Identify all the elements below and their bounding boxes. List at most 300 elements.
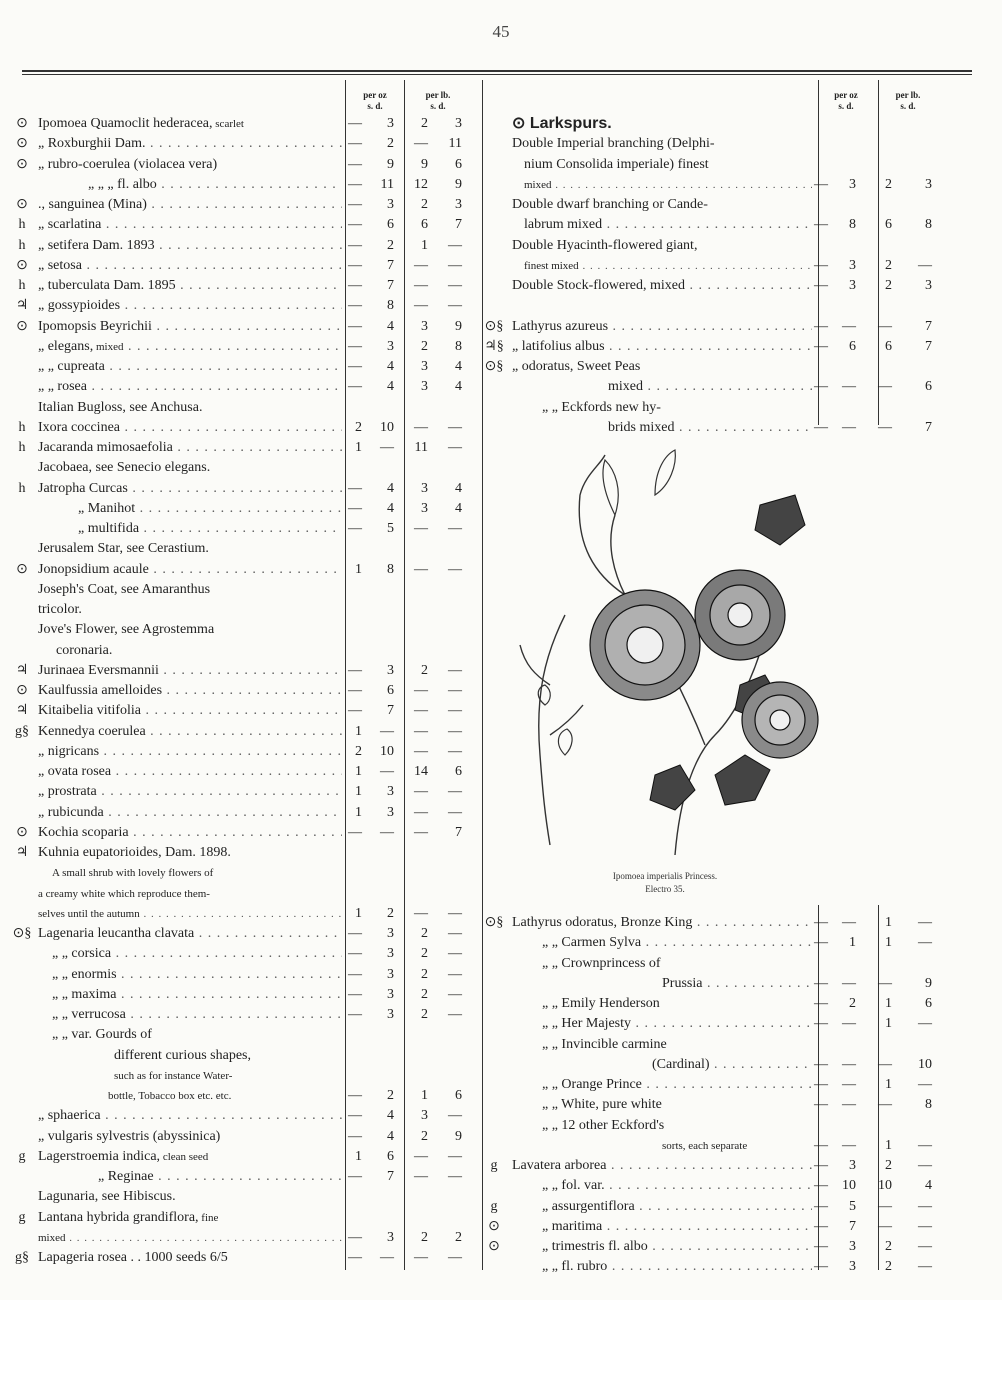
price-row [482,913,982,933]
price-lb-d: — [448,440,462,455]
price-oz-s: — [348,1108,362,1124]
entry-name [38,134,342,154]
price-row [482,1116,982,1136]
price-lb-s: 2 [885,176,892,192]
price-lb-d: — [448,1169,462,1184]
price-oz-d: 6 [387,1148,394,1164]
entry-name [542,1014,812,1034]
price-row [482,974,982,994]
price-row [10,1086,480,1106]
price-oz-d: 2 [387,237,394,253]
price-lb-d: 4 [455,359,462,374]
price-oz-s: — [348,1229,362,1245]
symbol: ⊙ [488,1218,500,1234]
price-oz-d: 6 [387,683,394,698]
price-lb-d: 8 [925,217,932,233]
price-oz-s: — [814,935,828,951]
price-lb-d: — [448,561,462,577]
price-lb-s: 2 [885,278,892,293]
entry-name [38,418,342,438]
price-lb-s: 3 [421,480,428,496]
price-oz-d: — [842,975,856,991]
entry-name [542,1035,812,1055]
price-lb-d: — [918,257,932,273]
price-lb-s: 1 [885,915,892,930]
price-lb-d: — [918,1259,932,1275]
entry-name [524,175,812,195]
price-oz-s: — [348,1250,362,1265]
entry-note: clean seed [160,1150,209,1163]
entry-text: „ „ rosea [38,379,87,395]
price-oz-s: — [348,176,362,192]
price-oz-s: — [348,156,362,172]
price-oz-s: — [814,996,828,1011]
entry-name [512,114,812,134]
right-price-list-top [482,114,982,438]
price-lb-d: — [448,1007,462,1022]
price-row [482,1136,982,1156]
price-row [482,1156,982,1176]
price-lb-d: 8 [455,338,462,354]
price-lb-d: — [448,662,462,678]
entry-text: Jacobaea, see Senecio elegans. [38,460,211,476]
price-lb-d: — [448,784,462,800]
price-row [482,1095,982,1115]
price-lb-d: 6 [455,764,462,779]
price-row [10,276,480,296]
price-lb-d: — [918,935,932,951]
price-lb-s: 1 [885,1137,892,1153]
price-oz-s: — [348,1007,362,1022]
entry-name [542,1095,812,1115]
price-lb-s: — [414,136,428,152]
symbol: ⊙ [16,824,28,840]
price-row [10,1228,480,1248]
price-row [10,600,480,620]
price-oz-s: — [814,1198,828,1214]
price-oz-s: — [814,915,828,930]
price-lb-s: — [414,723,428,739]
price-lb-s: — [878,318,892,334]
price-oz-s: — [348,986,362,1002]
entry-text: Jonopsidium acaule [38,561,149,577]
price-lb-d: 7 [925,318,932,334]
price-oz-d: 3 [387,338,394,354]
entry-name [38,904,342,924]
price-oz-s: — [348,116,362,131]
price-row [10,1147,480,1167]
price-row [482,933,982,953]
price-oz-d: — [842,1056,856,1072]
entry-text: Ipomoea Quamoclit hederacea, [38,116,213,131]
entry-name [542,398,812,418]
price-oz-d: 3 [849,176,856,192]
price-lb-s: 10 [878,1178,892,1194]
price-row [10,1208,480,1228]
price-row [10,398,480,418]
price-row [482,175,982,195]
price-oz-s: — [348,683,362,698]
price-row [482,954,982,974]
entry-text: „ „ 12 other Eckford's [542,1117,665,1133]
price-row [10,924,480,944]
entry-name [38,762,342,782]
entry-text: Lathyrus odoratus, Bronze King [512,915,693,930]
symbol: g [490,1158,498,1173]
entry-text: Jurinaea Eversmannii [38,662,159,678]
price-oz-s: — [348,703,362,719]
entry-text: „ vulgaris sylvestris (abyssinica) [38,1128,221,1144]
price-lb-d: 4 [455,500,462,516]
price-oz-d: 3 [849,257,856,273]
price-oz-s: 1 [355,804,362,820]
entry-text: Jerusalem Star, see Cerastium. [38,541,209,557]
entry-text: „ scarlatina [38,217,102,233]
header-per-lb-right: per lb. s. d. [895,90,921,111]
price-row [10,215,480,235]
entry-text: Double dwarf branching or Cande- [512,197,708,212]
price-row [10,256,480,276]
entry-name [38,276,342,296]
price-row [10,742,480,762]
price-oz-s: 1 [355,723,362,739]
price-oz-d: — [842,318,856,334]
entry-text: ., sanguinea (Mina) [38,197,147,212]
price-oz-s: — [348,662,362,678]
price-oz-s: — [814,379,828,395]
entry-name [38,215,342,235]
price-oz-d: 7 [387,1169,394,1184]
symbol: h [18,440,26,455]
price-row [10,1066,480,1086]
price-oz-d: 2 [849,996,856,1011]
entry-text: „ maritima [542,1218,603,1234]
price-oz-d: 6 [387,217,394,233]
price-row [10,519,480,539]
price-lb-s: — [878,379,892,395]
price-lb-s: — [414,1250,428,1265]
entry-text: a creamy white which reproduce them- [38,887,210,900]
price-row [10,418,480,438]
price-lb-s: — [414,1148,428,1164]
price-oz-s: — [814,217,828,233]
price-row [10,1106,480,1126]
price-oz-s: — [348,318,362,334]
price-lb-s: 3 [421,318,428,334]
entry-text: Kennedya coerulea [38,723,146,739]
price-lb-d: — [918,915,932,930]
price-oz-d: 7 [387,257,394,273]
entry-name [38,823,342,843]
entry-name [38,256,342,276]
entry-text: sorts, each separate [662,1139,748,1152]
entry-text: Lantana hybrida grandiflora, [38,1209,199,1225]
symbol: h [18,217,26,233]
price-row [482,1197,982,1217]
price-lb-s: — [414,298,428,314]
price-lb-d: — [448,946,462,962]
entry-name [38,438,342,458]
entry-text: „ „ corsica [52,946,112,962]
price-lb-d: — [918,1218,932,1234]
entry-name [114,1066,342,1086]
price-lb-s: 2 [421,197,428,212]
price-lb-d: 3 [455,116,462,131]
symbol: ⊙ [16,116,28,131]
price-lb-d: 3 [925,176,932,192]
price-lb-s: — [414,561,428,577]
price-row [10,1248,480,1268]
price-lb-s: — [414,1169,428,1184]
entry-name [38,722,342,742]
entry-text: „ assurgentiflora [542,1198,635,1214]
entry-text: Kochia scoparia [38,824,129,840]
price-row [482,236,982,256]
price-lb-s: 9 [421,156,428,172]
price-lb-s: 2 [421,986,428,1002]
price-oz-s: — [814,975,828,991]
price-lb-d: — [448,966,462,982]
entry-note: mixed [93,340,124,353]
entry-name [38,924,342,944]
entry-name [38,742,342,762]
price-lb-d: — [918,1137,932,1153]
price-lb-s: 12 [414,176,428,192]
entry-name [542,994,812,1014]
price-oz-d: 3 [387,1007,394,1022]
price-oz-s: — [814,1158,828,1173]
price-oz-d: 6 [849,338,856,354]
entry-name [38,1208,342,1228]
price-oz-d: 3 [387,1229,394,1245]
entry-name [38,884,342,904]
entry-text: „ elegans, [38,338,94,354]
price-oz-d: — [380,764,394,779]
price-oz-d: — [842,1137,856,1153]
price-row [482,1257,982,1277]
price-oz-s: 2 [355,743,362,759]
price-oz-d: 4 [387,1128,394,1144]
price-oz-d: 11 [380,176,394,192]
price-lb-s: 2 [421,338,428,354]
symbol: ⊙ [16,561,28,577]
price-lb-s: 1 [885,996,892,1011]
entry-text: „ „ Emily Henderson [542,996,660,1011]
entry-name [38,580,342,600]
entry-name [662,974,812,994]
price-oz-d: — [842,1016,856,1032]
header-per-oz-left: per oz s. d. [363,90,387,111]
entry-text: Prussia [662,975,703,991]
entry-name [38,377,342,397]
entry-text: „ Manihot [78,500,136,516]
price-oz-s: — [348,298,362,314]
entry-text: „ trimestris fl. albo [542,1239,648,1254]
price-row [10,1167,480,1187]
entry-name [524,155,812,175]
price-oz-s: — [814,278,828,293]
price-lb-s: 2 [885,1259,892,1275]
entry-text: „ „ fl. rubro [542,1259,608,1275]
price-lb-d: 4 [925,1178,932,1194]
symbol: ♃ [15,662,29,678]
price-row [10,641,480,661]
price-oz-s: — [814,176,828,192]
entry-name [512,1156,812,1176]
price-row [10,438,480,458]
entry-name [38,1248,342,1268]
entry-name [512,195,812,215]
entry-text: Italian Bugloss, see Anchusa. [38,399,203,415]
price-oz-s: — [348,946,362,962]
price-lb-d: — [918,1016,932,1032]
price-row [10,580,480,600]
price-oz-d: 4 [387,480,394,496]
entry-text: Double Hyacinth-flowered giant, [512,237,698,253]
price-row [10,965,480,985]
price-oz-d: 3 [849,278,856,293]
price-lb-s: 2 [421,1128,428,1144]
symbol: ⊙ [16,683,28,698]
entry-text: Kitaibelia vitifolia [38,703,142,719]
price-oz-s: — [814,1056,828,1072]
price-lb-d: 7 [455,824,462,840]
price-lb-d: — [448,419,462,435]
entry-text: „ sphaerica [38,1108,101,1124]
price-lb-s: 1 [885,935,892,951]
price-row [10,782,480,802]
price-row [10,661,480,681]
entry-text: „ Reginae [98,1169,154,1184]
price-lb-d: — [448,1148,462,1164]
entry-text: „ „ Crownprincess of [542,955,661,971]
entry-text: „ setifera Dam. 1893 [38,237,155,253]
price-oz-s: — [814,1218,828,1234]
entry-text: „ „ enormis [52,966,117,982]
entry-text: brids mixed [608,419,675,435]
header-per-lb-left: per lb. s. d. [425,90,451,111]
entry-text: Lagunaria, see Hibiscus. [38,1189,176,1205]
price-oz-d: 5 [387,521,394,536]
entry-text: tricolor. [38,602,82,617]
symbol: ⊙ [16,136,28,152]
price-lb-s: — [878,1056,892,1072]
price-oz-d: 8 [387,561,394,577]
price-row [10,1005,480,1025]
price-oz-d: — [380,1250,394,1265]
symbol: g§ [15,1250,29,1265]
entry-name [56,641,342,661]
entry-name [38,458,342,478]
price-row [10,1046,480,1066]
price-lb-s: — [878,1097,892,1113]
entry-text: mixed [524,178,552,191]
price-oz-d: 10 [842,1178,856,1194]
price-lb-d: 7 [925,338,932,354]
price-oz-s: 1 [355,764,362,779]
price-row [482,994,982,1014]
symbol: g [18,1148,26,1164]
entry-name [38,296,342,316]
price-oz-d: — [842,1077,856,1092]
price-oz-s: — [814,1259,828,1275]
entry-name [542,1197,812,1217]
price-row [482,195,982,215]
entry-text: „ odoratus, Sweet Peas [512,359,641,374]
price-lb-s: 1 [421,237,428,253]
price-oz-s: — [814,1178,828,1194]
price-lb-d: — [448,1108,462,1124]
symbol: ⊙ [488,1239,500,1254]
price-row [482,114,982,134]
entry-text: „ „ Orange Prince [542,1077,642,1092]
price-lb-d: 2 [455,1229,462,1245]
entry-text: Double Imperial branching (Delphi- [512,136,715,152]
entry-text: „ „ Carmen Sylva [542,935,642,951]
price-lb-d: — [918,1239,932,1254]
price-row [10,317,480,337]
price-lb-s: — [414,743,428,759]
symbol: ♃ [15,703,29,719]
entry-name [512,317,812,337]
price-lb-d: 7 [925,419,932,435]
price-row [10,539,480,559]
price-oz-s: — [348,1128,362,1144]
entry-name [52,1005,342,1025]
price-row [482,296,982,316]
price-oz-s: 1 [355,440,362,455]
price-lb-s: 2 [885,257,892,273]
price-lb-s: 2 [421,1229,428,1245]
symbol: ⊙ [16,318,28,334]
price-row [10,337,480,357]
price-lb-s: — [878,1198,892,1214]
price-oz-d: 4 [387,359,394,374]
entry-text: Kaulfussia amelloides [38,683,163,698]
price-lb-s: 14 [414,764,428,779]
entry-name [38,1106,342,1126]
entry-name [38,236,342,256]
entry-text: Double Stock-flowered, mixed [512,278,686,293]
entry-text: „ „ White, pure white [542,1097,662,1113]
entry-text: ⊙ Larkspurs. [512,115,612,132]
price-lb-s: 2 [885,1158,892,1173]
price-lb-d: 11 [448,136,462,152]
price-row [10,175,480,195]
price-oz-d: 1 [849,935,856,951]
price-row [10,1025,480,1045]
entry-name [38,600,342,620]
price-lb-s: 1 [885,1077,892,1092]
price-lb-d: 6 [925,379,932,395]
entry-name [114,1046,342,1066]
price-oz-d: 3 [849,1158,856,1173]
price-oz-d: 3 [387,946,394,962]
entry-text: „ „ Her Majesty [542,1016,632,1032]
price-row [10,722,480,742]
price-lb-d: — [448,521,462,536]
price-lb-d: 4 [455,480,462,496]
price-row [482,357,982,377]
price-lb-d: 9 [455,318,462,334]
price-oz-s: — [348,278,362,293]
entry-name [38,782,342,802]
price-oz-s: — [348,824,362,840]
entry-text: „ „ „ fl. albo [88,176,157,192]
price-oz-s: — [814,1239,828,1254]
entry-text: Ipomopsis Beyrichii [38,318,152,334]
price-lb-s: 1 [421,1088,428,1103]
